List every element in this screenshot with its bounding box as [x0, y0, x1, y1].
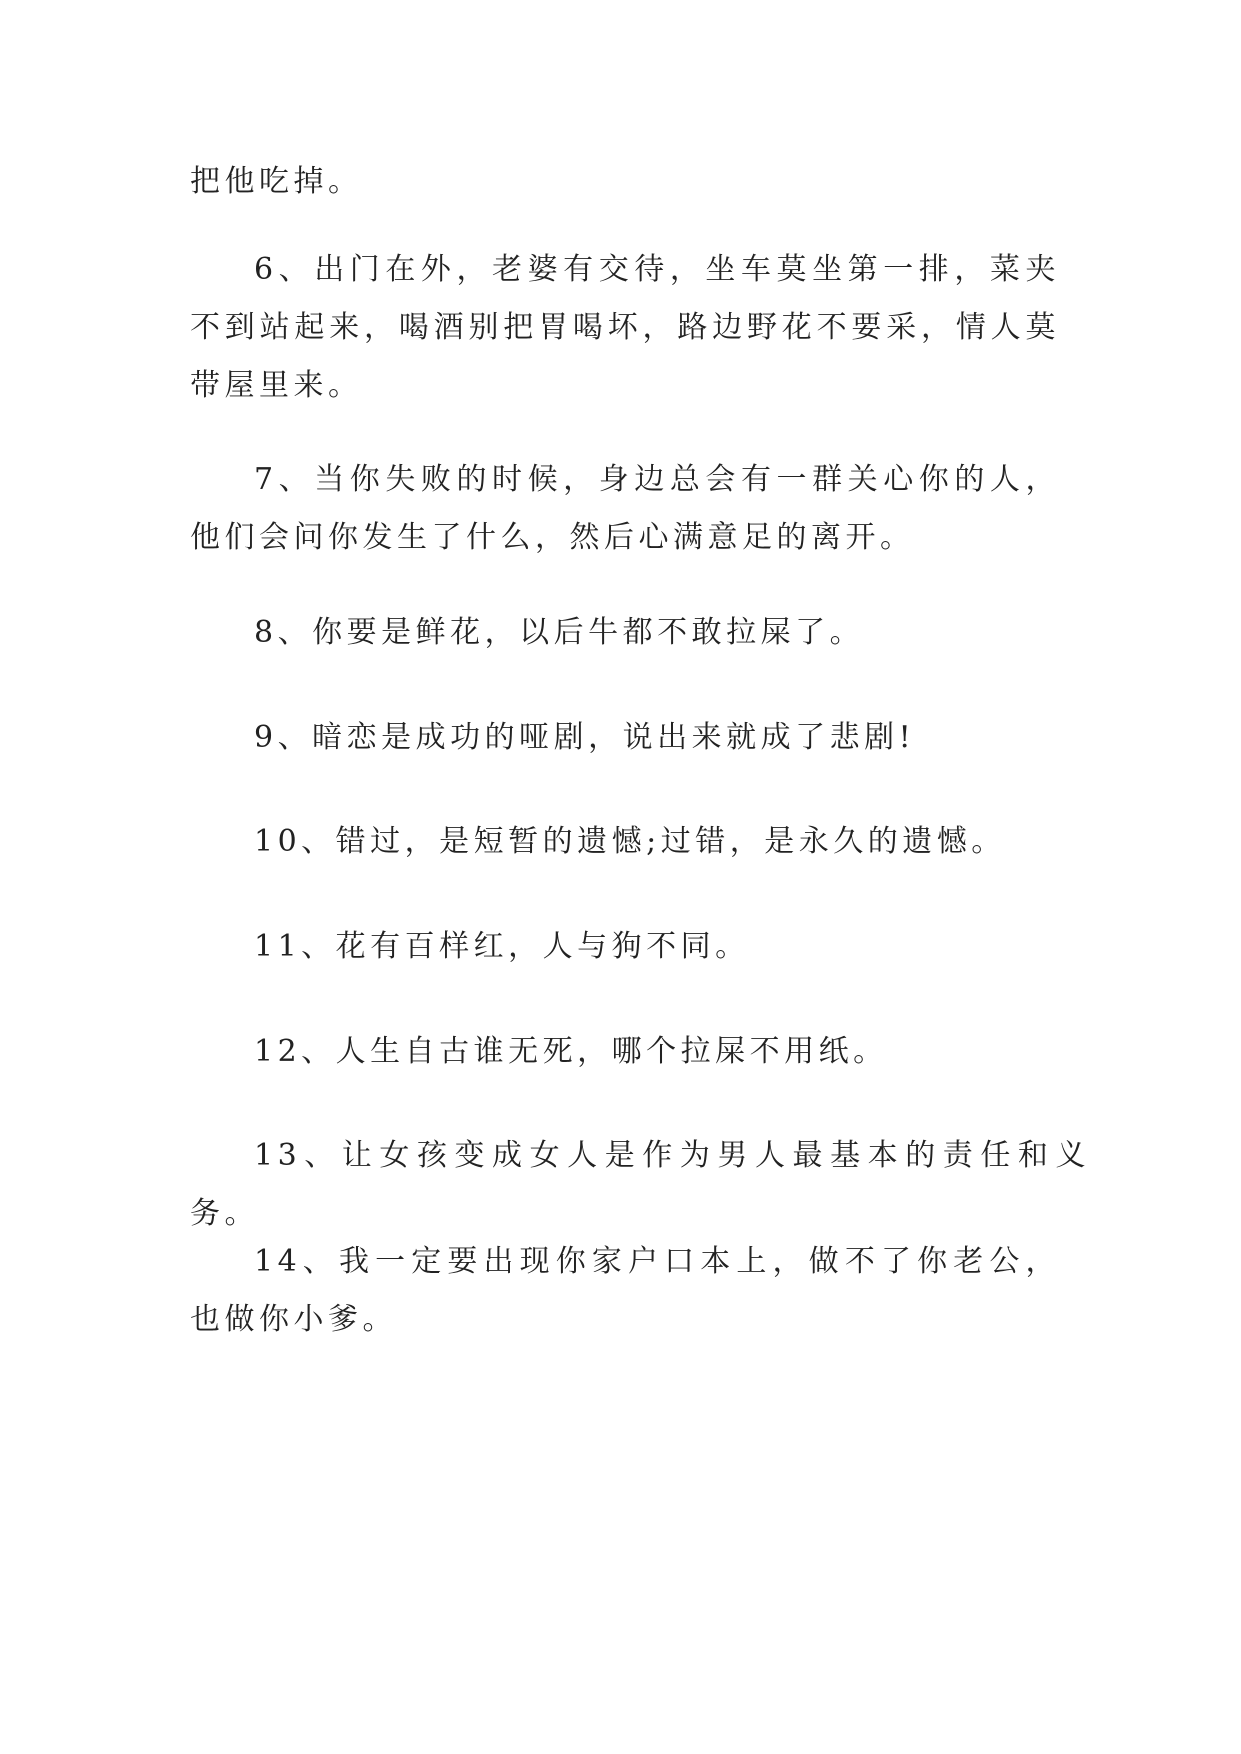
- paragraph-11: 11、花有百样红，人与狗不同。: [254, 929, 750, 964]
- paragraph-8: 8、你要是鲜花，以后牛都不敢拉屎了。: [254, 615, 865, 650]
- paragraph-6: 6、出门在外，老婆有交待，坐车莫坐第一排，菜夹不到站起来，喝酒别把胃喝坏，路边野花不要采，情人莫带屋里来。: [190, 252, 1060, 403]
- paragraph-10: 10、错过，是短暂的遗憾;过错，是永久的遗憾。: [254, 824, 1006, 859]
- paragraph-13: 13、让女孩变成女人是作为男人最基本的责任和义务。: [190, 1138, 1090, 1231]
- paragraph-9: 9、暗恋是成功的哑剧，说出来就成了悲剧!: [254, 720, 916, 755]
- paragraph-14: 14、我一定要出现你家户口本上，做不了你老公，也做你小爹。: [190, 1244, 1060, 1337]
- paragraph-12: 12、人生自古谁无死，哪个拉屎不用纸。: [254, 1034, 888, 1069]
- paragraph-7: 7、当你失败的时候，身边总会有一群关心你的人，他们会问你发生了什么，然后心满意足的离开。: [190, 462, 1060, 555]
- paragraph-continuation: 把他吃掉。: [190, 164, 363, 199]
